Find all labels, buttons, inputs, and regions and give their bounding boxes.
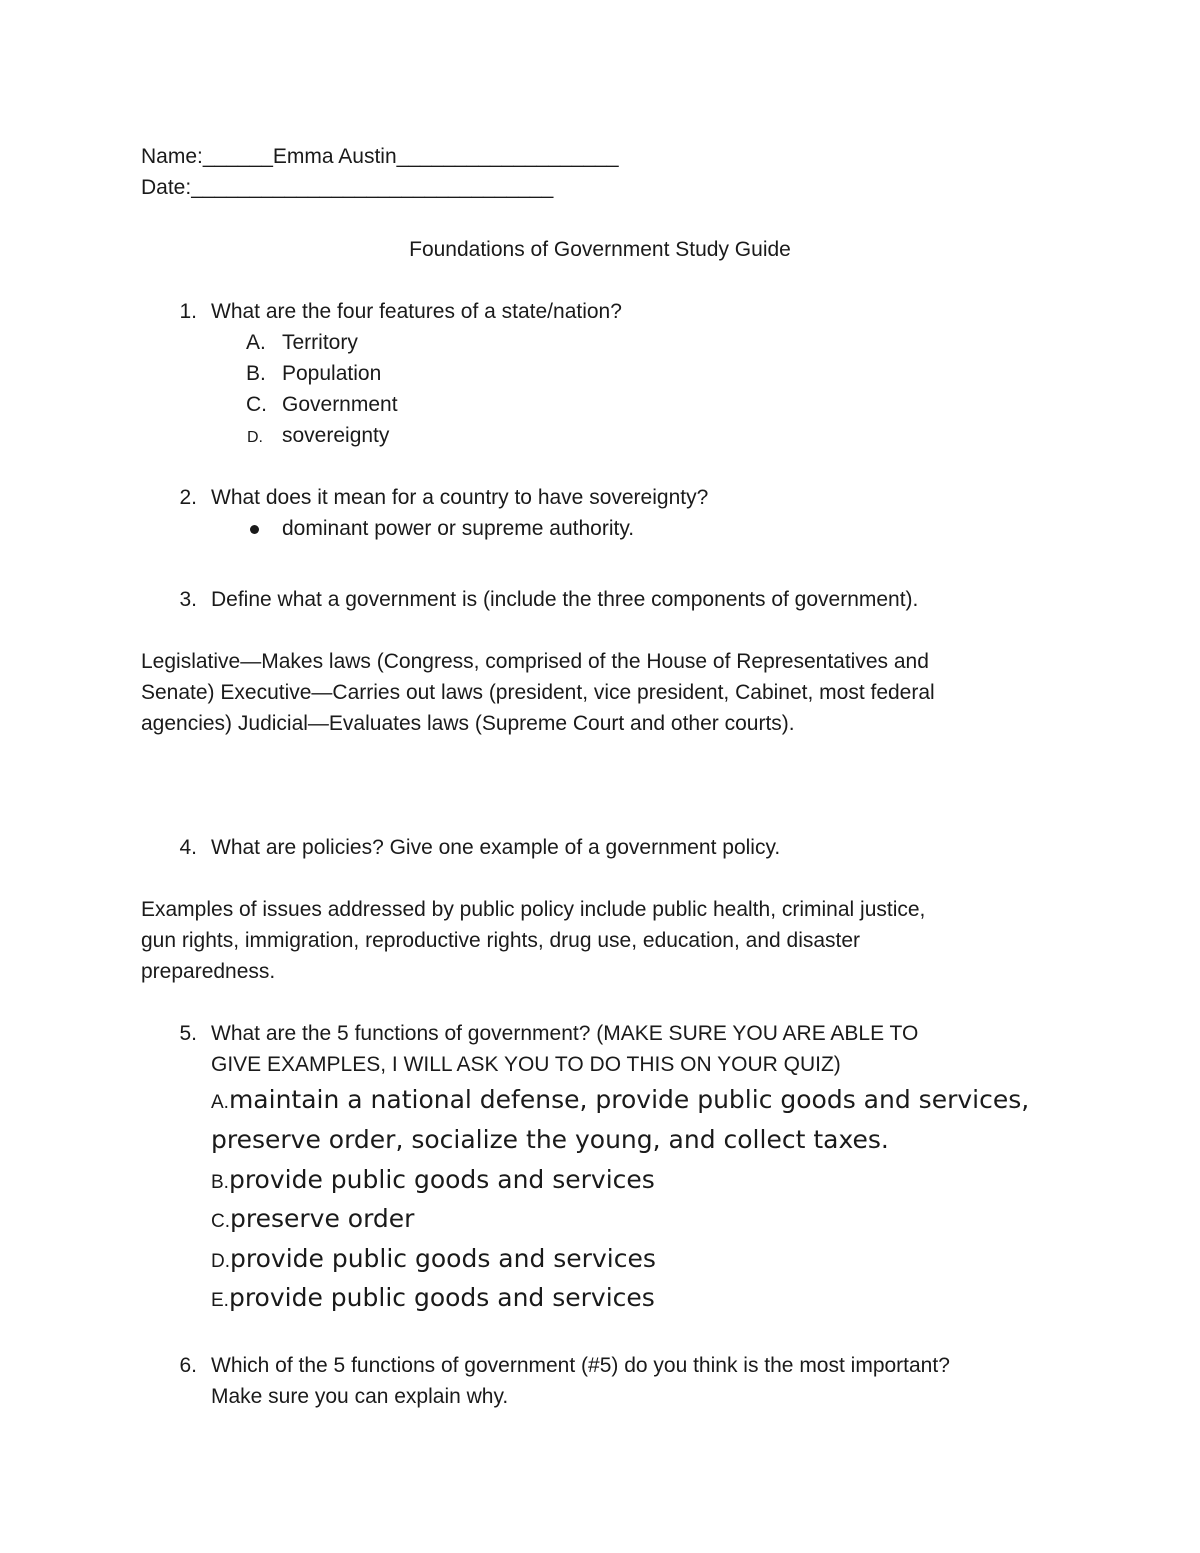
q5-answer-a-letter: A.	[211, 1092, 229, 1113]
q4-answer-line-2: gun rights, immigration, reproductive rights, drug use, education, and disaster	[141, 929, 861, 952]
question-2-number: 2.	[179, 486, 197, 509]
q5-answer-b	[211, 1160, 655, 1203]
q1-answer-b: Population	[282, 362, 382, 385]
question-5-text-line-1: What are the 5 functions of government? (MAKE SURE YOU ARE ABLE TO	[211, 1022, 919, 1045]
q1-answer-c: Government	[282, 393, 398, 416]
q1-answer-a: Territory	[282, 331, 358, 354]
question-2-text: What does it mean for a country to have sovereignty?	[211, 486, 709, 509]
q3-answer-line-3: agencies) Judicial—Evaluates laws (Supreme Court and other courts).	[141, 712, 795, 735]
question-6-number: 6.	[179, 1354, 197, 1377]
q5-answer-a-text-line-1: maintain a national defense, provide public goods and services,	[228, 1085, 1030, 1114]
question-6-text-line-1: Which of the 5 functions of government (#5) do you think is the most important?	[211, 1354, 950, 1377]
q3-answer-line-1: Legislative—Makes laws (Congress, comprised of the House of Representatives and	[141, 650, 929, 673]
name-field: Name:______Emma Austin___________________	[141, 145, 619, 168]
q1-answer-b-letter: B.	[246, 362, 266, 385]
question-5-text-line-2: GIVE EXAMPLES, I WILL ASK YOU TO DO THIS ON YOUR QUIZ)	[211, 1053, 841, 1076]
q4-answer-line-1: Examples of issues addressed by public policy include public health, criminal justice,	[141, 898, 926, 921]
q1-answer-d: sovereignty	[282, 424, 390, 447]
date-field: Date:_______________________________	[141, 176, 554, 199]
q5-answer-d	[211, 1239, 656, 1282]
q3-answer-line-2: Senate) Executive—Carries out laws (president, vice president, Cabinet, most federal	[141, 681, 935, 704]
q5-answer-d-text: provide public goods and services	[230, 1244, 656, 1273]
question-1-number: 1.	[179, 300, 197, 323]
q5-answer-e	[211, 1278, 655, 1321]
q5-answer-d-letter: D.	[211, 1251, 230, 1272]
q5-answer-e-letter: E.	[211, 1290, 229, 1311]
question-1-text: What are the four features of a state/nation?	[211, 300, 622, 323]
question-6-text-line-2: Make sure you can explain why.	[211, 1385, 509, 1408]
q2-answer: dominant power or supreme authority.	[282, 517, 635, 540]
q5-answer-c	[211, 1199, 414, 1242]
question-3-number: 3.	[179, 588, 197, 611]
bullet-icon	[250, 525, 259, 534]
q5-answer-c-text: preserve order	[230, 1204, 415, 1233]
q5-answer-a	[211, 1080, 1029, 1123]
question-4-text: What are policies? Give one example of a government policy.	[211, 836, 781, 859]
q1-answer-a-letter: A.	[246, 331, 266, 354]
question-3-text: Define what a government is (include the three components of government).	[211, 588, 919, 611]
q5-answer-e-text: provide public goods and services	[228, 1283, 655, 1312]
page-title: Foundations of Government Study Guide	[409, 238, 791, 261]
q1-answer-d-letter: D.	[247, 429, 263, 446]
q5-answer-a-text-line-2: preserve order, socialize the young, and collect taxes.	[211, 1125, 889, 1154]
question-4-number: 4.	[179, 836, 197, 859]
question-5-number: 5.	[179, 1022, 197, 1045]
q1-answer-c-letter: C.	[246, 393, 267, 416]
q5-answer-b-text: provide public goods and services	[228, 1165, 655, 1194]
q4-answer-line-3: preparedness.	[141, 960, 276, 983]
q5-answer-b-letter: B.	[211, 1172, 229, 1193]
q5-answer-c-letter: C.	[211, 1211, 230, 1232]
